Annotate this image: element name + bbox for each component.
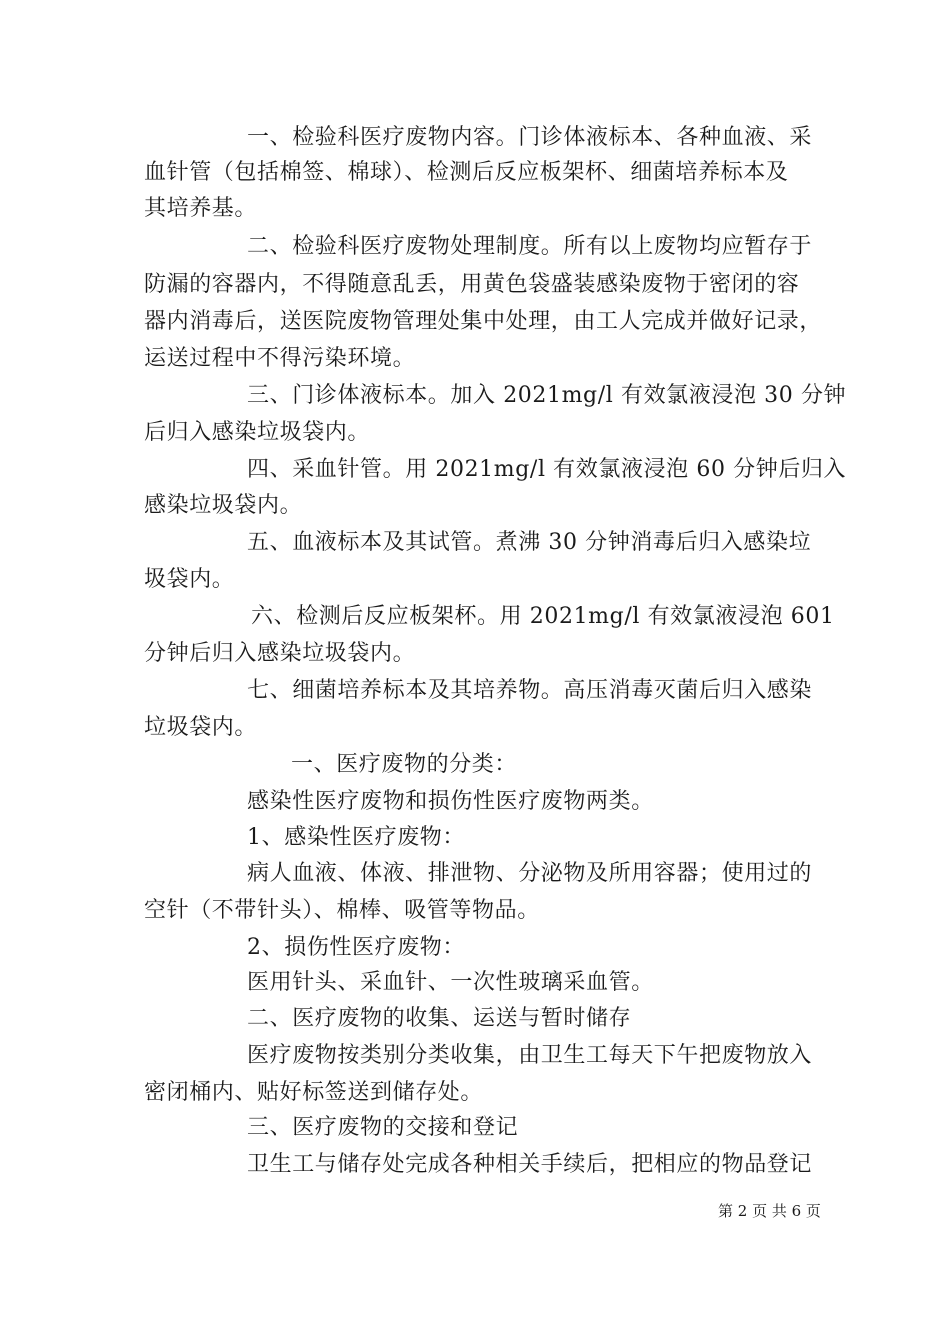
text-line: 三、门诊体液标本。加入 2021mg/l 有效氯液浸泡 30 分钟	[247, 383, 847, 408]
text-line: 五、血液标本及其试管。煮沸 30 分钟消毒后归入感染垃	[247, 530, 812, 555]
page-number: 第 2 页 共 6 页	[718, 1202, 821, 1220]
text-line: 血针管（包括棉签、棉球）、检测后反应板架杯、细菌培养标本及	[144, 160, 789, 185]
text-line: 器内消毒后，送医院废物管理处集中处理，由工人完成并做好记录，	[144, 309, 823, 334]
text-line: 七、细菌培养标本及其培养物。高压消毒灭菌后归入感染	[247, 678, 813, 703]
text-line: 医疗废物按类别分类收集，由卫生工每天下午把废物放入	[247, 1043, 813, 1068]
text-line: 圾袋内。	[144, 567, 235, 592]
text-line: 空针（不带针头）、棉棒、吸管等物品。	[144, 898, 540, 923]
text-line: 运送过程中不得污染环境。	[144, 346, 416, 371]
text-line: 六、检测后反应板架杯。用 2021mg/l 有效氯液浸泡 601	[251, 604, 835, 629]
text-line: 其培养基。	[144, 196, 258, 221]
text-line: 医用针头、采血针、一次性玻璃采血管。	[247, 970, 654, 995]
text-line: 二、检验科医疗废物处理制度。所有以上废物均应暂存于	[247, 234, 813, 259]
subsection-heading: 1、感染性医疗废物：	[247, 825, 465, 850]
text-line: 感染垃圾袋内。	[144, 493, 303, 518]
section-heading: 一、医疗废物的分类：	[291, 752, 518, 777]
text-line: 后归入感染垃圾袋内。	[144, 420, 371, 445]
text-line: 防漏的容器内，不得随意乱丢，用黄色袋盛装感染废物于密闭的容	[144, 272, 800, 297]
text-line: 病人血液、体液、排泄物、分泌物及所用容器；使用过的	[247, 861, 813, 886]
text-line: 分钟后归入感染垃圾袋内。	[144, 641, 416, 666]
text-line: 垃圾袋内。	[144, 715, 258, 740]
text-line: 卫生工与储存处完成各种相关手续后，把相应的物品登记	[247, 1152, 813, 1177]
text-line: 密闭桶内、贴好标签送到储存处。	[144, 1080, 484, 1105]
subsection-heading: 2、损伤性医疗废物：	[247, 935, 465, 960]
text-line: 感染性医疗废物和损伤性医疗废物两类。	[247, 789, 654, 814]
text-line: 一、检验科医疗废物内容。门诊体液标本、各种血液、采	[247, 125, 813, 150]
section-heading: 二、医疗废物的收集、运送与暂时储存	[247, 1006, 632, 1031]
section-heading: 三、医疗废物的交接和登记	[247, 1115, 519, 1140]
text-line: 四、采血针管。用 2021mg/l 有效氯液浸泡 60 分钟后归入	[247, 457, 847, 482]
